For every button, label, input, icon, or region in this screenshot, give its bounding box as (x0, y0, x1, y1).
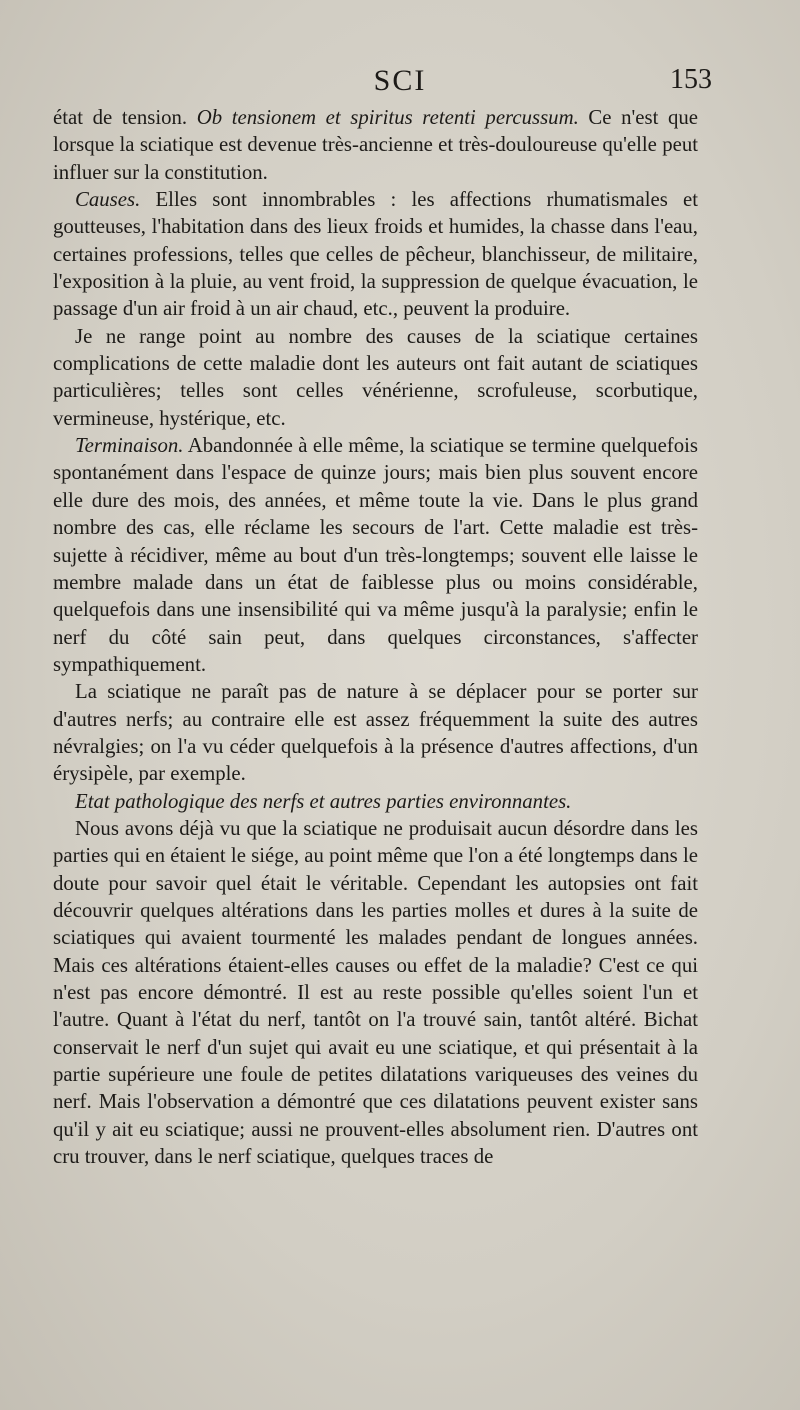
paragraph-p7 (53, 815, 698, 1170)
body-text (53, 104, 698, 1170)
paragraph-p5 (53, 678, 698, 787)
paragraph-p1 (53, 104, 698, 186)
running-head: SCI (373, 64, 427, 97)
body-text-run: Nous avons déjà vu que la sciatique ne produisait aucun désordre dans les parties qui en étaient le siége, au point même que l'on a été longtemps dans le doute pour savoir quel était le véritable. Cependant les autopsies ont fait découvrir quelques altérations dans les parties molles et dures à la suite de sciatiques qui avaient tourmenté les malades pendant de longues années. Mais ces altérations étaient-elles causes ou effet de la maladie? C'est ce qui n'est pas encore démontré. Il est au reste possible qu'elles soient l'un et l'autre. Quant à l'état du nerf, tantôt on l'a trouvé sain, tantôt altéré. Bichat conservait le nerf d'un sujet qui avait eu une sciatique, et qui présentait à la partie supérieure une foule de petites dilatations variqueuses des veines du nerf. Mais l'observation a démontré que ces dilatations peuvent exister sans qu'il y ait eu sciatique; aussi ne prouvent-elles absolument rien. D'autres ont cru trouver, dans le nerf sciatique, quelques traces de (53, 816, 698, 1169)
body-text-run: état de tension. (53, 106, 197, 129)
italic-text: Terminaison. (75, 434, 184, 458)
paragraph-p6 (53, 788, 698, 815)
italic-text: Causes. (75, 188, 141, 212)
italic-text: Ob tensionem et spiritus retenti percussum. (196, 106, 579, 129)
paragraph-p4 (53, 432, 698, 678)
paragraph-p3 (53, 323, 698, 432)
page-number: 153 (670, 64, 712, 95)
body-text-run: La sciatique ne paraît pas de nature à se déplacer pour se porter sur d'autres nerfs; au contraire elle est assez fréquemment la suite des autres névralgies; on l'a vu céder quelquefois à la présence d'autres affections, d'un érysipèle, par exemple. (53, 680, 698, 786)
body-text-run: Elles sont innombrables : les affections rhumatismales et goutteuses, l'habitation dans des lieux froids et humides, la chasse dans l'eau, certaines professions, telles que celles de pêcheur, blanchisseur, de militaire, l'exposition à la pluie, au vent froid, la suppression de quelque évacuation, le passage d'un air froid à un air chaud, etc., peuvent la produire. (53, 188, 698, 321)
body-text-run: Abandonnée à elle même, la sciatique se termine quelquefois spontanément dans l'espace de quinze jours; mais bien plus souvent encore elle dure des mois, des années, et même toute la vie. Dans le plus grand nombre des cas, elle réclame les secours de l'art. Cette maladie est très-sujette à récidiver, même au bout d'un très-longtemps; souvent elle laisse le membre malade dans un état de faiblesse plus ou moins considérable, quelquefois dans une insensibilité qui va même jusqu'à la paralysie; enfin le nerf du côté sain peut, dans quelques circonstances, s'affecter sympathiquement. (53, 434, 698, 676)
paragraph-p2 (53, 186, 698, 323)
italic-text: Etat pathologique des nerfs et autres parties environnantes. (75, 789, 572, 813)
page-header (0, 64, 800, 104)
body-text-run: Je ne range point au nombre des causes de la sciatique certaines complications de cette maladie dont les auteurs ont fait autant de sciatiques particulières; telles sont celles vénérienne, scrofuleuse, scorbutique, vermineuse, hystérique, etc. (53, 324, 698, 430)
body-text-run: Ce n'est que lorsque la sciatique est devenue très-ancienne et très-douloureuse qu'elle peut influer sur la constitution. (53, 106, 698, 184)
